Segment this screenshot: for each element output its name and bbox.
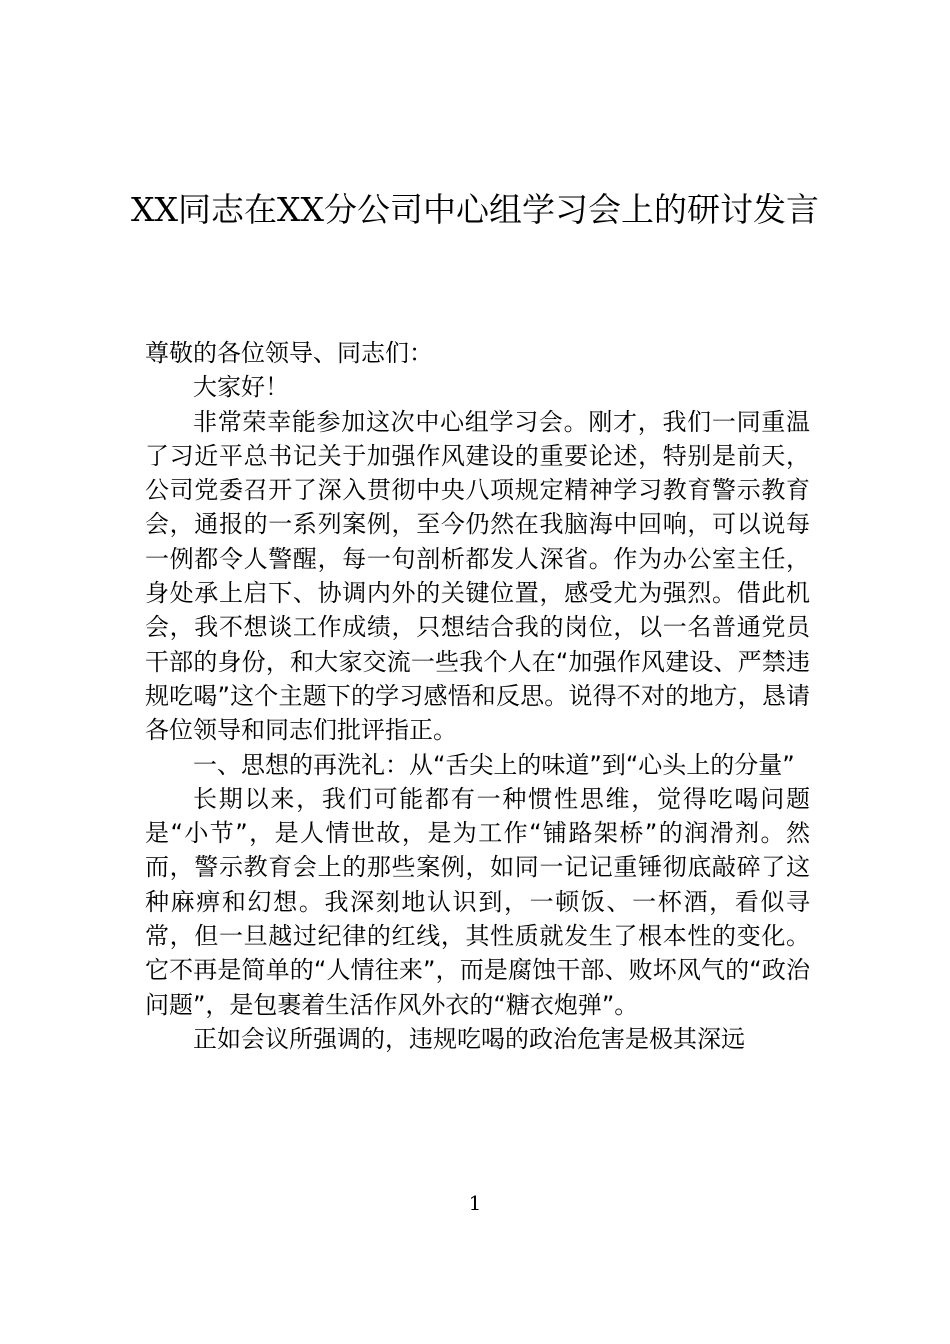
body-paragraph: 长期以来，我们可能都有一种惯性思维，觉得吃喝问题是“小节”，是人情世故，是为工作“铺路架桥”的润滑剂。然而，警示教育会上的那些案例，如同一记记重锤彻底敲碎了这种麻痹和幻想。我深刻地认识到，一顿饭、一杯酒，看似寻常，但一旦越过纪律的红线，其性质就发生了根本性的变化。它不再是简单的“人情往来”，而是腐蚀干部、败坏风气的“政治问题”，是包裹着生活作风外衣的“糖衣炮弹”。	[145, 784, 810, 1019]
document-title: XX同志在XX分公司中心组学习会上的研讨发言	[131, 190, 819, 229]
body-paragraph: 正如会议所强调的，违规吃喝的政治危害是极其深远	[193, 1024, 745, 1053]
intro-paragraph: 非常荣幸能参加这次中心组学习会。刚才，我们一同重温了习近平总书记关于加强作风建设的重要论述，特别是前天，公司党委召开了深入贯彻中央八项规定精神学习教育警示教育会，通报的一系列案例，至今仍然在我脑海中回响，可以说每一例都令人警醒，每一句剖析都发人深省。作为办公室主任，身处承上启下、协调内外的关键位置，感受尤为强烈。借此机会，我不想谈工作成绩，只想结合我的岗位，以一名普通党员干部的身份，和大家交流一些我个人在“加强作风建设、严禁违规吃喝”这个主题下的学习感悟和反思。说得不对的地方，恳请各位领导和同志们批评指正。	[145, 407, 810, 745]
section-heading: 一、思想的再洗礼：从“舌尖上的味道”到“心头上的分量”	[193, 750, 795, 779]
salutation: 尊敬的各位领导、同志们：	[145, 339, 433, 367]
document-body	[145, 336, 810, 1056]
page-number: 1	[468, 1191, 482, 1215]
greeting-paragraph: 大家好！	[193, 373, 289, 402]
